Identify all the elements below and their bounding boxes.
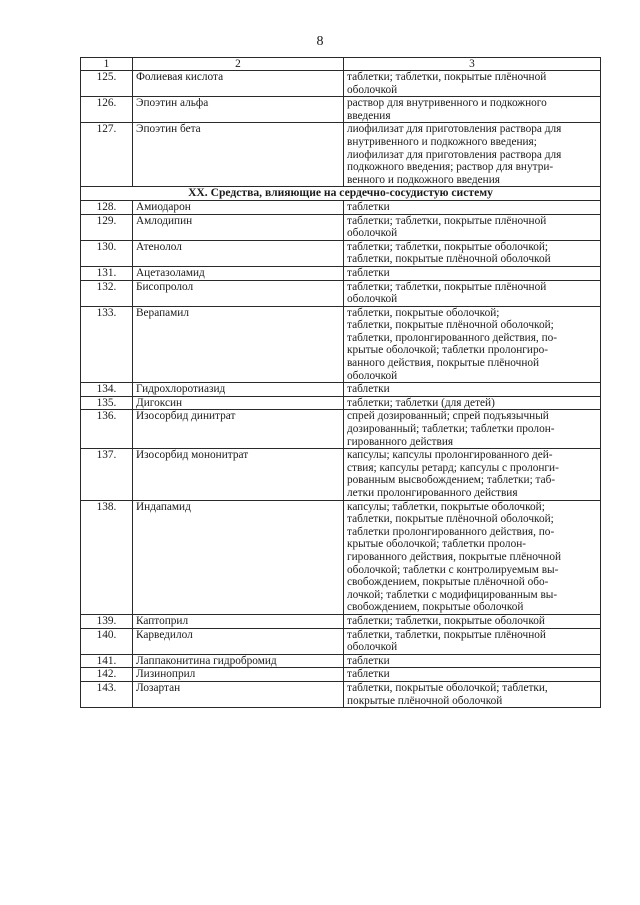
row-number: 138. [81, 500, 133, 614]
row-number: 132. [81, 280, 133, 306]
row-number: 133. [81, 306, 133, 383]
dosage-form-line: лиофилизат для приготовления раствора для [347, 123, 562, 136]
dosage-form [344, 383, 601, 397]
drug-name: Изосорбид динитрат [133, 410, 344, 449]
section-row [81, 187, 601, 201]
dosage-form-line: дозированный; таблетки; таблетки пролон- [347, 423, 555, 436]
dosage-form-line: летки пролонгированного действия [347, 487, 518, 499]
row-number: 134. [81, 383, 133, 397]
table-row [81, 280, 601, 306]
table-row [81, 240, 601, 266]
dosage-form-line: свобождением, покрытые оболочкой [347, 601, 524, 614]
row-number: 136. [81, 410, 133, 449]
dosage-form [344, 240, 601, 266]
section-title: XX. Средства, влияющие на сердечно-сосудистую систему [81, 187, 601, 201]
dosage-form [344, 628, 601, 654]
dosage-form-line: таблетки, таблетки, покрытые плёночной [347, 628, 546, 641]
dosage-form-line: оболочкой [347, 227, 398, 240]
dosage-form-line: таблетки; таблетки, покрытые плёночной [347, 214, 547, 227]
row-number: 139. [81, 614, 133, 628]
dosage-form [344, 654, 601, 668]
dosage-form-line: таблетки, покрытые оболочкой; таблетки, [347, 681, 548, 694]
drug-name: Лизиноприл [133, 668, 344, 682]
drug-name: Верапамил [133, 306, 344, 383]
dosage-form-line: крытые оболочкой; таблетки пролон- [347, 538, 527, 551]
dosage-form-line: таблетки, покрытые плёночной оболочкой; [347, 319, 554, 332]
dosage-form [344, 500, 601, 614]
dosage-form-line: свобождением, покрытые плёночной обо- [347, 576, 549, 589]
dosage-form-line: таблетки [347, 266, 390, 279]
row-number: 125. [81, 71, 133, 97]
table-row [81, 383, 601, 397]
dosage-form-line: таблетки [347, 383, 390, 396]
table-row [81, 200, 601, 214]
row-number: 135. [81, 396, 133, 410]
dosage-form-line: таблетки; таблетки, покрытые плёночной [347, 280, 547, 293]
drug-name: Дигоксин [133, 396, 344, 410]
dosage-form-line: оболочкой [347, 369, 398, 382]
dosage-form [344, 123, 601, 187]
dosage-form-line: оболочкой [347, 83, 398, 96]
dosage-form-line: таблетки [347, 654, 390, 667]
dosage-form [344, 214, 601, 240]
row-number: 140. [81, 628, 133, 654]
column-number-3: 3 [344, 58, 601, 71]
drug-name: Ацетазоламид [133, 266, 344, 280]
column-number-1: 1 [81, 58, 133, 71]
page-number: 8 [316, 34, 324, 49]
row-number: 137. [81, 449, 133, 500]
drug-name: Лозартан [133, 681, 344, 707]
drug-name: Бисопролол [133, 280, 344, 306]
column-number-2: 2 [133, 58, 344, 71]
dosage-form-line: раствор для внутривенного и подкожного [347, 97, 547, 110]
dosage-form-line: таблетки [347, 200, 390, 213]
drug-name: Гидрохлоротиазид [133, 383, 344, 397]
dosage-form-line: таблетки; таблетки, покрытые оболочкой [347, 614, 545, 627]
drug-name: Эпоэтин альфа [133, 97, 344, 123]
dosage-form-line: лиофилизат для приготовления раствора для [347, 148, 562, 161]
dosage-form-line: подкожного введения; раствор для внутри- [347, 161, 554, 174]
table-row [81, 97, 601, 123]
dosage-form-line: таблетки, покрытые оболочкой; [347, 306, 500, 319]
row-number: 130. [81, 240, 133, 266]
table-row [81, 614, 601, 628]
dosage-form-line: спрей дозированный; спрей подъязычный [347, 410, 549, 423]
row-number: 141. [81, 654, 133, 668]
table-row [81, 654, 601, 668]
drug-name: Эпоэтин бета [133, 123, 344, 187]
dosage-form [344, 306, 601, 383]
dosage-form-line: гированного действия, покрытые плёночной [347, 550, 562, 563]
row-number: 127. [81, 123, 133, 187]
dosage-form-line: таблетки; таблетки (для детей) [347, 396, 495, 409]
dosage-form-line: таблетки пролонгированного действия, по- [347, 525, 555, 538]
drug-name: Атенолол [133, 240, 344, 266]
dosage-form-line: введения [347, 109, 391, 122]
table-row [81, 306, 601, 383]
column-number-row [81, 58, 601, 71]
row-number: 131. [81, 266, 133, 280]
table-row [81, 449, 601, 500]
dosage-form [344, 97, 601, 123]
drug-name: Фолиевая кислота [133, 71, 344, 97]
dosage-form-line: таблетки; таблетки, покрытые плёночной [347, 71, 547, 83]
dosage-form [344, 668, 601, 682]
dosage-form [344, 266, 601, 280]
dosage-form-line: таблетки [347, 668, 390, 681]
dosage-form-line: таблетки, пролонгированного действия, по- [347, 331, 558, 344]
drug-name: Каптоприл [133, 614, 344, 628]
row-number: 128. [81, 200, 133, 214]
dosage-form-line: внутривенного и подкожного введения; [347, 135, 537, 148]
dosage-form-line: гированного действия [347, 435, 454, 448]
table-row [81, 628, 601, 654]
table-row [81, 71, 601, 97]
table-row [81, 266, 601, 280]
row-number: 143. [81, 681, 133, 707]
dosage-form-line: ствия; капсулы ретард; капсулы с пролонги- [347, 461, 559, 474]
dosage-form-line: венного и подкожного введения [347, 173, 500, 186]
table-row [81, 214, 601, 240]
dosage-form-line: оболочкой; таблетки с контролируемым вы- [347, 563, 559, 576]
dosage-form-line: покрытые плёночной оболочкой [347, 694, 503, 707]
drug-table [80, 57, 601, 708]
dosage-form [344, 71, 601, 97]
drug-name: Индапамид [133, 500, 344, 614]
table-row [81, 500, 601, 614]
drug-name: Амиодарон [133, 200, 344, 214]
dosage-form [344, 449, 601, 500]
row-number: 126. [81, 97, 133, 123]
table-row [81, 681, 601, 707]
dosage-form [344, 280, 601, 306]
table-row [81, 123, 601, 187]
dosage-form-line: рованным высвобождением; таблетки; таб- [347, 474, 556, 487]
dosage-form-line: таблетки, покрытые плёночной оболочкой; [347, 513, 554, 526]
drug-name: Карведилол [133, 628, 344, 654]
table-row [81, 410, 601, 449]
dosage-form-line: таблетки, покрытые плёночной оболочкой [347, 253, 551, 266]
drug-name: Амлодипин [133, 214, 344, 240]
drug-name: Изосорбид мононитрат [133, 449, 344, 500]
drug-name: Лаппаконитина гидробромид [133, 654, 344, 668]
dosage-form-line: оболочкой [347, 641, 398, 654]
dosage-form [344, 410, 601, 449]
dosage-form-line: лочкой; таблетки с модифицированным вы- [347, 588, 558, 601]
dosage-form [344, 681, 601, 707]
dosage-form-line: крытые оболочкой; таблетки пролонгиро- [347, 344, 548, 357]
dosage-form-line: ванного действия, покрытые плёночной [347, 357, 540, 370]
row-number: 142. [81, 668, 133, 682]
dosage-form-line: таблетки; таблетки, покрытые оболочкой; [347, 240, 549, 253]
table-row [81, 668, 601, 682]
dosage-form-line: капсулы; капсулы пролонгированного дей- [347, 449, 553, 462]
table-row [81, 396, 601, 410]
row-number: 129. [81, 214, 133, 240]
dosage-form [344, 614, 601, 628]
drug-table-body [81, 58, 601, 708]
dosage-form-line: капсулы; таблетки, покрытые оболочкой; [347, 500, 545, 513]
dosage-form-line: оболочкой [347, 293, 398, 306]
dosage-form [344, 200, 601, 214]
dosage-form [344, 396, 601, 410]
